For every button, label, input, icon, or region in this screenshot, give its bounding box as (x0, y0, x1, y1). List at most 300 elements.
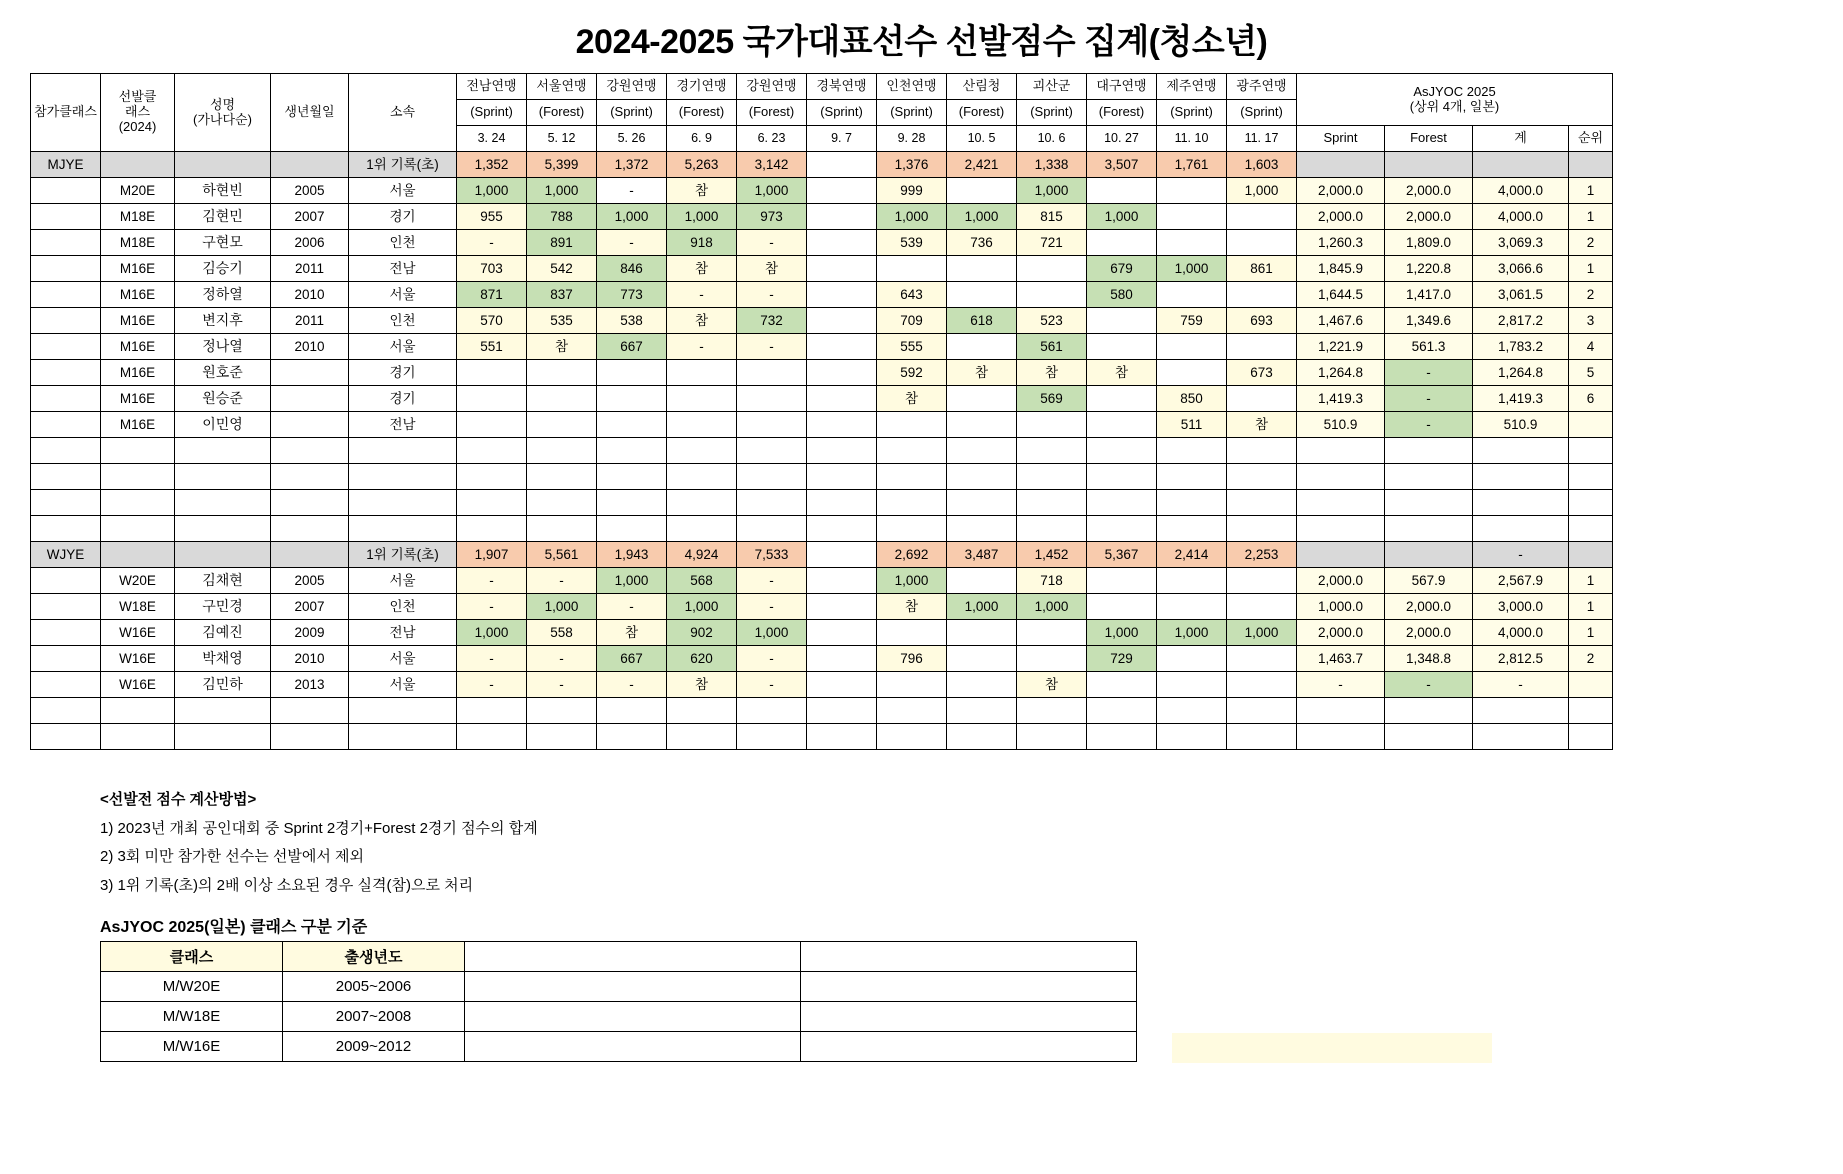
cell-score-3: 918 (667, 230, 737, 256)
cell-score-4: - (737, 594, 807, 620)
cell-affiliation: 서울 (349, 282, 457, 308)
cell-score-11: 693 (1227, 308, 1297, 334)
cell-score-7 (947, 178, 1017, 204)
th-comp-name-2: 강원연맹 (597, 74, 667, 100)
cell-asjyoc-rank: 1 (1569, 594, 1613, 620)
empty-cell (807, 438, 877, 464)
cell-score-3: 참 (667, 178, 737, 204)
th-comp-date-10: 11. 10 (1157, 126, 1227, 152)
empty-cell (1385, 464, 1473, 490)
record-blank-2 (175, 542, 271, 568)
empty-cell (877, 438, 947, 464)
cell-score-5 (807, 308, 877, 334)
cell-participation-class (31, 412, 101, 438)
record-value-3: 5,263 (667, 152, 737, 178)
cell-score-0: 871 (457, 282, 527, 308)
cell-participation-class (31, 360, 101, 386)
cell-selection-class: M16E (101, 256, 175, 282)
empty-cell (1087, 464, 1157, 490)
cell-score-7 (947, 568, 1017, 594)
empty-cell (737, 516, 807, 542)
record-blank-3 (271, 152, 349, 178)
cell-score-0: - (457, 646, 527, 672)
empty-cell (1473, 724, 1569, 750)
cell-asjyoc-sprint: 2,000.0 (1297, 568, 1385, 594)
cell-score-10 (1157, 672, 1227, 698)
empty-cell (349, 438, 457, 464)
cell-score-4: - (737, 568, 807, 594)
empty-cell (1297, 490, 1385, 516)
empty-cell (807, 490, 877, 516)
cell-name: 원호준 (175, 360, 271, 386)
empty-cell (271, 698, 349, 724)
empty-cell (31, 698, 101, 724)
record-asjyoc-total (1473, 152, 1569, 178)
cell-score-3: 1,000 (667, 204, 737, 230)
th-comp-type-1: (Forest) (527, 100, 597, 126)
cell-asjyoc-total: 510.9 (1473, 412, 1569, 438)
cell-score-3: 참 (667, 672, 737, 698)
cell-score-10 (1157, 282, 1227, 308)
cell-score-4: 1,000 (737, 178, 807, 204)
empty-cell (1227, 516, 1297, 542)
cell-score-4: 732 (737, 308, 807, 334)
cell-score-1: 891 (527, 230, 597, 256)
cell-affiliation: 전남 (349, 412, 457, 438)
class-cell-birthyear: 2007~2008 (283, 1002, 465, 1032)
empty-cell (31, 724, 101, 750)
empty-cell (1017, 698, 1087, 724)
cell-asjyoc-rank: 1 (1569, 178, 1613, 204)
cell-score-1: 542 (527, 256, 597, 282)
empty-cell (457, 516, 527, 542)
record-blank-1 (101, 152, 175, 178)
empty-cell (271, 438, 349, 464)
cell-participation-class (31, 204, 101, 230)
cell-birth: 2009 (271, 620, 349, 646)
cell-score-8: 561 (1017, 334, 1087, 360)
cell-asjyoc-total: 4,000.0 (1473, 178, 1569, 204)
cell-birth: 2005 (271, 178, 349, 204)
cell-score-9 (1087, 230, 1157, 256)
empty-cell (737, 438, 807, 464)
empty-cell (31, 490, 101, 516)
table-row (31, 204, 1613, 230)
empty-cell (667, 724, 737, 750)
cell-asjyoc-forest: 2,000.0 (1385, 620, 1473, 646)
cell-asjyoc-rank (1569, 672, 1613, 698)
empty-cell (947, 724, 1017, 750)
cell-birth: 2011 (271, 308, 349, 334)
cell-score-2 (597, 386, 667, 412)
cell-score-2 (597, 360, 667, 386)
decorative-strip (1172, 1033, 1492, 1063)
empty-row (31, 724, 1613, 750)
class-cell-blank-1 (465, 1002, 801, 1032)
cell-score-7 (947, 256, 1017, 282)
cell-score-7 (947, 672, 1017, 698)
class-cell-class: M/W20E (101, 972, 283, 1002)
empty-cell (667, 698, 737, 724)
empty-cell (597, 698, 667, 724)
cell-score-6: 539 (877, 230, 947, 256)
cell-score-9 (1087, 594, 1157, 620)
empty-cell (101, 698, 175, 724)
cell-score-10: 850 (1157, 386, 1227, 412)
empty-cell (1569, 438, 1613, 464)
record-value-4: 3,142 (737, 152, 807, 178)
empty-cell (667, 464, 737, 490)
cell-participation-class (31, 646, 101, 672)
record-blank-1 (101, 542, 175, 568)
cell-participation-class (31, 282, 101, 308)
cell-asjyoc-rank: 1 (1569, 620, 1613, 646)
class-cell-blank-2 (801, 1032, 1137, 1062)
empty-cell (349, 516, 457, 542)
cell-score-1: 558 (527, 620, 597, 646)
class-cell-blank-1 (465, 972, 801, 1002)
table-row (31, 412, 1613, 438)
empty-cell (1017, 490, 1087, 516)
empty-cell (457, 698, 527, 724)
empty-cell (527, 724, 597, 750)
cell-score-11 (1227, 646, 1297, 672)
cell-score-8 (1017, 256, 1087, 282)
cell-asjyoc-total: 3,066.6 (1473, 256, 1569, 282)
class-cell-class: M/W18E (101, 1002, 283, 1032)
empty-cell (1385, 724, 1473, 750)
cell-score-1: 1,000 (527, 594, 597, 620)
th-asjyoc-rank: 순위 (1569, 126, 1613, 152)
record-asjyoc-rank (1569, 152, 1613, 178)
th-comp-date-6: 9. 28 (877, 126, 947, 152)
empty-row (31, 464, 1613, 490)
empty-cell (101, 724, 175, 750)
empty-cell (1385, 490, 1473, 516)
empty-row (31, 490, 1613, 516)
cell-name: 김예진 (175, 620, 271, 646)
cell-score-10 (1157, 230, 1227, 256)
th-affiliation: 소속 (349, 74, 457, 152)
cell-participation-class (31, 620, 101, 646)
cell-asjyoc-total: 2,812.5 (1473, 646, 1569, 672)
th-comp-date-2: 5. 26 (597, 126, 667, 152)
cell-asjyoc-rank (1569, 412, 1613, 438)
cell-selection-class: W16E (101, 672, 175, 698)
cell-asjyoc-sprint: 2,000.0 (1297, 178, 1385, 204)
cell-score-3: 참 (667, 256, 737, 282)
cell-score-0 (457, 412, 527, 438)
empty-row (31, 698, 1613, 724)
record-value-11: 2,253 (1227, 542, 1297, 568)
cell-score-5 (807, 360, 877, 386)
class-th-class: 클래스 (101, 942, 283, 972)
th-comp-name-8: 괴산군 (1017, 74, 1087, 100)
cell-score-7 (947, 646, 1017, 672)
cell-affiliation: 경기 (349, 360, 457, 386)
cell-asjyoc-sprint: 1,644.5 (1297, 282, 1385, 308)
th-asjyoc-total: 계 (1473, 126, 1569, 152)
cell-selection-class: M16E (101, 412, 175, 438)
cell-asjyoc-rank: 5 (1569, 360, 1613, 386)
cell-name: 김채현 (175, 568, 271, 594)
class-th-blank-2 (801, 942, 1137, 972)
cell-score-6: 참 (877, 386, 947, 412)
cell-score-2: 1,000 (597, 204, 667, 230)
empty-cell (175, 516, 271, 542)
empty-row (31, 438, 1613, 464)
cell-asjyoc-total: 1,264.8 (1473, 360, 1569, 386)
cell-score-0 (457, 386, 527, 412)
cell-name: 정하열 (175, 282, 271, 308)
record-value-11: 1,603 (1227, 152, 1297, 178)
class-table-row (101, 1002, 1137, 1032)
th-comp-name-0: 전남연맹 (457, 74, 527, 100)
record-asjyoc-forest (1385, 542, 1473, 568)
cell-score-9: 580 (1087, 282, 1157, 308)
empty-cell (877, 724, 947, 750)
cell-score-6: 999 (877, 178, 947, 204)
cell-selection-class: W16E (101, 646, 175, 672)
empty-cell (271, 464, 349, 490)
empty-cell (527, 438, 597, 464)
cell-asjyoc-rank: 1 (1569, 204, 1613, 230)
th-comp-type-0: (Sprint) (457, 100, 527, 126)
cell-score-9: 참 (1087, 360, 1157, 386)
th-comp-type-3: (Forest) (667, 100, 737, 126)
table-row (31, 646, 1613, 672)
group-code: MJYE (31, 152, 101, 178)
cell-score-6 (877, 256, 947, 282)
record-value-2: 1,943 (597, 542, 667, 568)
th-comp-type-11: (Sprint) (1227, 100, 1297, 126)
empty-cell (101, 490, 175, 516)
cell-asjyoc-rank: 1 (1569, 256, 1613, 282)
cell-score-11: 861 (1227, 256, 1297, 282)
cell-score-9: 729 (1087, 646, 1157, 672)
class-th-birthyear: 출생년도 (283, 942, 465, 972)
th-comp-name-1: 서울연맹 (527, 74, 597, 100)
cell-score-9: 1,000 (1087, 620, 1157, 646)
cell-birth: 2006 (271, 230, 349, 256)
th-comp-date-11: 11. 17 (1227, 126, 1297, 152)
cell-score-4: 참 (737, 256, 807, 282)
empty-cell (1227, 438, 1297, 464)
empty-cell (457, 490, 527, 516)
empty-cell (271, 724, 349, 750)
cell-asjyoc-total: 3,069.3 (1473, 230, 1569, 256)
cell-score-0: - (457, 672, 527, 698)
cell-asjyoc-forest: 2,000.0 (1385, 204, 1473, 230)
cell-score-4: - (737, 646, 807, 672)
cell-participation-class (31, 568, 101, 594)
empty-cell (1157, 438, 1227, 464)
empty-cell (1473, 490, 1569, 516)
table-row (31, 386, 1613, 412)
cell-score-4: 1,000 (737, 620, 807, 646)
empty-cell (457, 464, 527, 490)
cell-score-7: 1,000 (947, 204, 1017, 230)
empty-cell (101, 464, 175, 490)
cell-participation-class (31, 256, 101, 282)
empty-cell (1087, 438, 1157, 464)
cell-score-4 (737, 412, 807, 438)
cell-selection-class: M16E (101, 282, 175, 308)
record-value-10: 2,414 (1157, 542, 1227, 568)
cell-selection-class: M20E (101, 178, 175, 204)
cell-score-6 (877, 412, 947, 438)
empty-cell (737, 698, 807, 724)
empty-cell (877, 490, 947, 516)
th-comp-date-5: 9. 7 (807, 126, 877, 152)
cell-affiliation: 인천 (349, 594, 457, 620)
cell-score-2: 참 (597, 620, 667, 646)
record-asjyoc-sprint (1297, 152, 1385, 178)
cell-score-1 (527, 412, 597, 438)
cell-score-11 (1227, 672, 1297, 698)
cell-score-7: 참 (947, 360, 1017, 386)
empty-cell (1297, 724, 1385, 750)
empty-cell (1473, 438, 1569, 464)
table-row (31, 672, 1613, 698)
empty-cell (597, 464, 667, 490)
cell-name: 구민경 (175, 594, 271, 620)
cell-affiliation: 인천 (349, 308, 457, 334)
th-comp-type-5: (Sprint) (807, 100, 877, 126)
cell-asjyoc-forest: 2,000.0 (1385, 594, 1473, 620)
cell-score-0: 1,000 (457, 620, 527, 646)
th-comp-name-4: 강원연맹 (737, 74, 807, 100)
empty-cell (1157, 490, 1227, 516)
cell-birth: 2010 (271, 282, 349, 308)
cell-score-5 (807, 256, 877, 282)
record-value-9: 5,367 (1087, 542, 1157, 568)
cell-score-4 (737, 386, 807, 412)
empty-cell (175, 724, 271, 750)
record-value-4: 7,533 (737, 542, 807, 568)
cell-score-4: - (737, 334, 807, 360)
selection-score-table (30, 73, 1613, 750)
cell-asjyoc-rank: 1 (1569, 568, 1613, 594)
cell-score-10 (1157, 334, 1227, 360)
cell-score-5 (807, 412, 877, 438)
cell-selection-class: M16E (101, 360, 175, 386)
empty-cell (1385, 516, 1473, 542)
cell-asjyoc-rank: 2 (1569, 230, 1613, 256)
cell-score-7: 736 (947, 230, 1017, 256)
empty-cell (349, 698, 457, 724)
cell-asjyoc-forest: 1,349.6 (1385, 308, 1473, 334)
cell-asjyoc-sprint: - (1297, 672, 1385, 698)
empty-cell (1297, 698, 1385, 724)
record-value-7: 3,487 (947, 542, 1017, 568)
table-row (31, 360, 1613, 386)
empty-cell (1473, 516, 1569, 542)
empty-cell (947, 464, 1017, 490)
cell-selection-class: W16E (101, 620, 175, 646)
cell-participation-class (31, 334, 101, 360)
note-item-1: 1) 2023년 개최 공인대회 중 Sprint 2경기+Forest 2경기 점수의 합계 (100, 819, 538, 837)
record-value-3: 4,924 (667, 542, 737, 568)
cell-affiliation: 전남 (349, 620, 457, 646)
cell-asjyoc-forest: - (1385, 672, 1473, 698)
empty-cell (1473, 464, 1569, 490)
th-selection-class: 선발클 래스 (2024) (101, 74, 175, 152)
empty-cell (1473, 698, 1569, 724)
class-table-row (101, 972, 1137, 1002)
cell-score-9 (1087, 412, 1157, 438)
empty-cell (349, 490, 457, 516)
record-value-2: 1,372 (597, 152, 667, 178)
cell-asjyoc-total: 3,061.5 (1473, 282, 1569, 308)
empty-cell (271, 516, 349, 542)
table-row (31, 620, 1613, 646)
cell-score-0: - (457, 568, 527, 594)
cell-birth: 2010 (271, 334, 349, 360)
cell-asjyoc-total: 2,817.2 (1473, 308, 1569, 334)
cell-score-8 (1017, 282, 1087, 308)
cell-score-5 (807, 646, 877, 672)
cell-score-2: 846 (597, 256, 667, 282)
cell-score-11: 참 (1227, 412, 1297, 438)
cell-participation-class (31, 178, 101, 204)
th-asjyoc-sprint: Sprint (1297, 126, 1385, 152)
cell-score-1: - (527, 672, 597, 698)
cell-score-6: 1,000 (877, 568, 947, 594)
cell-score-7 (947, 334, 1017, 360)
class-cell-blank-2 (801, 1002, 1137, 1032)
cell-score-11 (1227, 204, 1297, 230)
cell-score-2: - (597, 230, 667, 256)
empty-cell (175, 464, 271, 490)
cell-score-3: 620 (667, 646, 737, 672)
cell-asjyoc-rank: 4 (1569, 334, 1613, 360)
note-item-3: 3) 1위 기록(초)의 2배 이상 소요된 경우 실격(참)으로 처리 (100, 876, 474, 894)
class-cell-birthyear: 2005~2006 (283, 972, 465, 1002)
cell-selection-class: M16E (101, 308, 175, 334)
cell-asjyoc-rank: 2 (1569, 282, 1613, 308)
empty-cell (667, 516, 737, 542)
record-value-0: 1,907 (457, 542, 527, 568)
cell-asjyoc-sprint: 1,264.8 (1297, 360, 1385, 386)
cell-selection-class: M18E (101, 204, 175, 230)
cell-score-8: 523 (1017, 308, 1087, 334)
cell-birth: 2013 (271, 672, 349, 698)
cell-asjyoc-sprint: 1,463.7 (1297, 646, 1385, 672)
empty-cell (667, 490, 737, 516)
cell-score-7 (947, 412, 1017, 438)
cell-score-5 (807, 334, 877, 360)
cell-affiliation: 전남 (349, 256, 457, 282)
empty-cell (807, 464, 877, 490)
cell-name: 정나열 (175, 334, 271, 360)
cell-name: 원승준 (175, 386, 271, 412)
cell-score-8 (1017, 646, 1087, 672)
empty-cell (527, 464, 597, 490)
cell-score-6: 592 (877, 360, 947, 386)
cell-score-0: 570 (457, 308, 527, 334)
cell-birth (271, 386, 349, 412)
empty-cell (1157, 698, 1227, 724)
cell-score-3 (667, 386, 737, 412)
cell-birth: 2011 (271, 256, 349, 282)
cell-score-1 (527, 386, 597, 412)
cell-asjyoc-forest: 1,348.8 (1385, 646, 1473, 672)
empty-cell (1157, 724, 1227, 750)
empty-cell (457, 438, 527, 464)
cell-score-2: - (597, 594, 667, 620)
th-comp-date-7: 10. 5 (947, 126, 1017, 152)
